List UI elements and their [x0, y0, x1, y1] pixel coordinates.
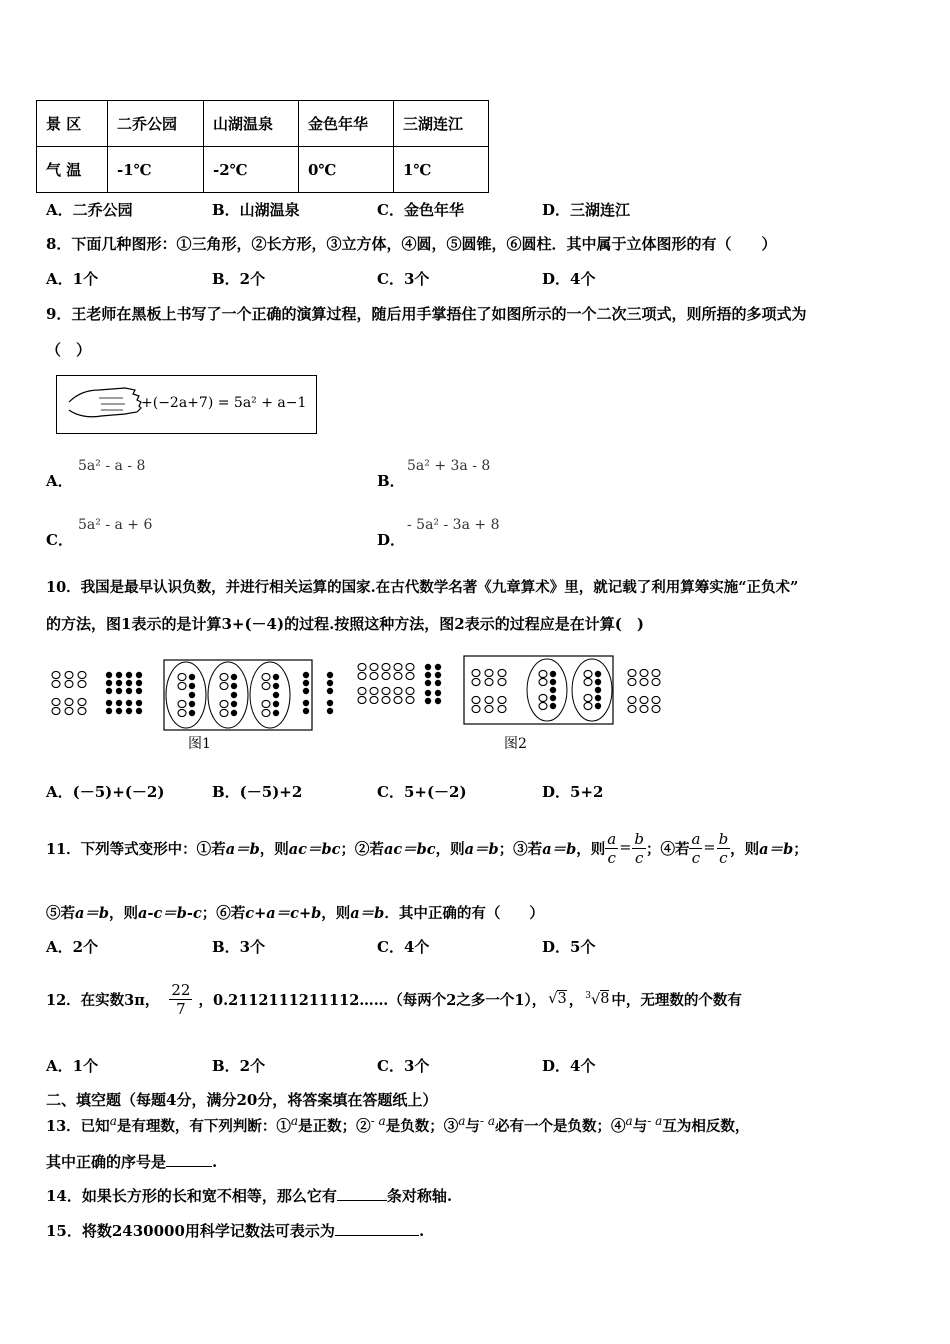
- q9-option-a-label: A．: [46, 472, 73, 490]
- q11-option-d: D．5个: [542, 938, 596, 956]
- neg-a: - a: [647, 1114, 663, 1128]
- figure-1-label: 图1: [188, 736, 211, 752]
- fraction-22-over-7: [169, 981, 192, 1018]
- table-cell: 二乔公园: [108, 101, 204, 147]
- q15-line: [46, 1220, 424, 1241]
- q7-option-d: D．三湖连江: [542, 201, 631, 219]
- q9-option-c-expression: 5a² - a + 6: [78, 517, 153, 533]
- q13-text: 必有一个是负数；④: [495, 1117, 626, 1135]
- q11-text: ，则: [576, 840, 606, 858]
- table-cell: -1℃: [108, 147, 204, 193]
- answer-blank[interactable]: [166, 1166, 212, 1167]
- neg-a: - a: [479, 1114, 496, 1128]
- q12-option-d: D．4个: [542, 1057, 596, 1075]
- q13-text: 其中正确的序号是: [46, 1153, 167, 1171]
- table-cell: 0℃: [299, 147, 394, 193]
- q11-equation: a＝b: [75, 905, 110, 922]
- numerator: a: [607, 829, 617, 848]
- q10-line2: 的方法，图1表示的是计算3+(－4)的过程.按照这种方法，图2表示的过程应是在计算( ): [46, 615, 644, 633]
- q9-option-b-label: B．: [377, 472, 405, 490]
- q12-text: 12．在实数3π，: [46, 991, 160, 1009]
- q13-text: 是正数；②: [298, 1117, 371, 1135]
- q10-line1: 10．我国是最早认识负数，并进行相关运算的国家.在古代数学名著《九章算术》里，就记载了利用算筹实施“正负术”: [46, 579, 799, 596]
- q9-option-c-label: C．: [46, 531, 73, 549]
- q9-option-a-expression: 5a² - a - 8: [78, 458, 146, 474]
- q15-text: 15．将数2430000用科学记数法可表示为: [46, 1222, 335, 1240]
- table-cell: 三湖连江: [394, 101, 489, 147]
- q9-option-d-label: D．: [377, 531, 406, 549]
- fraction-b-over-c: [717, 830, 731, 867]
- q13-line1: [46, 1114, 749, 1136]
- q7-option-b: B．山湖温泉: [212, 201, 300, 219]
- q11-option-b: B．3个: [212, 938, 266, 956]
- q13-text: 互为相反数，: [662, 1117, 750, 1135]
- q12-text: ，0.2112111211112……（每两个2之多一个1），: [198, 991, 547, 1009]
- q11-text: 11．下列等式变形中：①若: [46, 840, 226, 858]
- q11-text: ，则: [321, 905, 351, 922]
- denominator: c: [634, 848, 644, 867]
- q11-equation: a-c＝b-c: [138, 905, 202, 922]
- var-a: a: [290, 1114, 299, 1128]
- table-cell: 1℃: [394, 147, 489, 193]
- q7-option-c: C．金色年华: [377, 201, 464, 219]
- q9-paren: （ ）: [46, 341, 92, 359]
- denominator: c: [691, 848, 701, 867]
- q14-text: 条对称轴.: [386, 1187, 453, 1205]
- q11-text: ⑤若: [46, 905, 75, 922]
- q11-text: ；⑥若: [201, 905, 246, 922]
- fraction-a-over-c: [605, 830, 618, 867]
- q11-equation: ac＝bc: [288, 840, 341, 858]
- q10-option-c: C．5+(－2): [377, 783, 467, 801]
- q13-text: 与: [465, 1117, 480, 1135]
- temperature-table: [36, 100, 489, 193]
- q11-equation: a＝b: [542, 840, 577, 858]
- table-cell: 景 区: [37, 101, 108, 147]
- q11-option-c: C．4个: [377, 938, 430, 956]
- q9-figure-expression: +(−2a+7) = 5a² + a−1: [141, 395, 307, 411]
- q13-text: 是负数；③: [385, 1117, 459, 1135]
- q8-text: 8．下面几种图形：①三角形，②长方形，③立方体，④圆，⑤圆锥，⑥圆柱．其中属于立体图形的有（ ）: [46, 235, 777, 253]
- q11-equation: a＝b: [464, 840, 499, 858]
- q12-option-a: A．1个: [46, 1057, 99, 1075]
- q11-text: ，则: [259, 840, 289, 858]
- q11-equation: a＝b: [350, 905, 385, 922]
- numerator: a: [691, 829, 701, 848]
- q11-equation: a＝b: [225, 840, 260, 858]
- q12-line: 12．在实数3π， $\frac{22}{7}$ ，0.2112111211112……（每两个2之多一个1）， √3 ， $^3$√8 中，无理数的个数有: [46, 980, 742, 1018]
- neg-a: - a: [370, 1114, 386, 1128]
- figure-2-label: 图2: [504, 736, 527, 752]
- numerator: 22: [171, 980, 191, 999]
- q11-text: ；②若: [340, 840, 384, 858]
- var-a: a: [625, 1114, 633, 1128]
- q10-option-a: A．(－5)+(－2): [46, 783, 165, 801]
- q11-text: ，则: [435, 840, 465, 858]
- q11-line1: 11．下列等式变形中：①若 a＝b ，则 ac＝bc ；②若 ac＝bc ，则 a＝b ；③若 a＝b ，则 $\frac{a}{c}$ = $\frac{b}{c}$ ；④若 $\frac{a}{c}$ = $\frac{b}{c}$ ，则 a＝b ；: [46, 829, 808, 867]
- q11-line2: [46, 902, 544, 923]
- table-cell: 山湖温泉: [204, 101, 299, 147]
- numerator: b: [634, 829, 644, 848]
- q13-text: .: [212, 1153, 218, 1171]
- denominator: 7: [176, 999, 186, 1018]
- answer-blank[interactable]: [335, 1235, 419, 1236]
- cube-root-8: $^3$√8: [585, 990, 610, 1008]
- q11-text: ，则: [109, 905, 139, 922]
- root-index: 3: [585, 990, 591, 1001]
- q13-text: 是有理数，有下列判断：①: [116, 1117, 291, 1135]
- q9-text: 9．王老师在黑板上书写了一个正确的演算过程，随后用手掌捂住了如图所示的一个二次三项式，则所捂的多项式为: [46, 305, 807, 323]
- table-cell: 气 温: [37, 147, 108, 193]
- q11-text: ；③若: [498, 840, 543, 858]
- q12-text: 中，无理数的个数有: [611, 991, 742, 1009]
- sqrt-3: √3: [548, 991, 567, 1007]
- q13-line2: [46, 1151, 217, 1172]
- q13-text: 与: [632, 1117, 648, 1135]
- denominator: c: [719, 848, 728, 867]
- q8-option-c: C．3个: [377, 270, 430, 288]
- radicand: 3: [557, 991, 567, 1007]
- q11-equation: c+a＝c+b: [245, 905, 322, 922]
- fraction-a-over-c: [689, 830, 702, 867]
- section-2-title: 二、填空题（每题4分，满分20分，将答案填在答题纸上）: [46, 1091, 438, 1109]
- var-a: a: [109, 1114, 117, 1128]
- table-row: [37, 147, 489, 193]
- q9-option-b-expression: 5a² + 3a - 8: [407, 458, 491, 474]
- table-cell: -2℃: [204, 147, 299, 193]
- denominator: c: [607, 848, 616, 867]
- q12-option-c: C．3个: [377, 1057, 430, 1075]
- q11-text: ，则: [730, 840, 760, 858]
- numerator: b: [718, 829, 729, 848]
- q11-text: ．其中正确的有（ ）: [384, 905, 544, 922]
- q8-option-a: A．1个: [46, 270, 99, 288]
- q11-text: ；④若: [645, 840, 690, 858]
- q8-option-b: B．2个: [212, 270, 266, 288]
- q10-option-d: D．5+2: [542, 783, 604, 801]
- q7-option-a: A．二乔公园: [46, 201, 133, 219]
- table-cell: 金色年华: [299, 101, 394, 147]
- q9-figure: [56, 375, 317, 434]
- q8-option-d: D．4个: [542, 270, 596, 288]
- q13-text: 13．已知: [46, 1117, 110, 1135]
- counting-rods-figure: [40, 655, 680, 755]
- q11-option-a: A．2个: [46, 938, 99, 956]
- q11-equation: ac＝bc: [383, 840, 436, 858]
- q12-option-b: B．2个: [212, 1057, 266, 1075]
- answer-blank[interactable]: [337, 1200, 387, 1201]
- q14-text: 14．如果长方形的长和宽不相等，那么它有: [46, 1187, 337, 1205]
- table-row: [37, 101, 489, 147]
- q11-equation: a＝b: [759, 840, 794, 858]
- hand-icon: [65, 380, 145, 430]
- radicand: 8: [600, 991, 610, 1008]
- q9-option-d-expression: - 5a² - 3a + 8: [407, 517, 500, 533]
- q14-line: [46, 1185, 452, 1206]
- q10-option-b: B．(－5)+2: [212, 783, 303, 801]
- var-a: a: [458, 1114, 466, 1128]
- fraction-b-over-c: [632, 830, 646, 867]
- q15-text: .: [418, 1222, 425, 1240]
